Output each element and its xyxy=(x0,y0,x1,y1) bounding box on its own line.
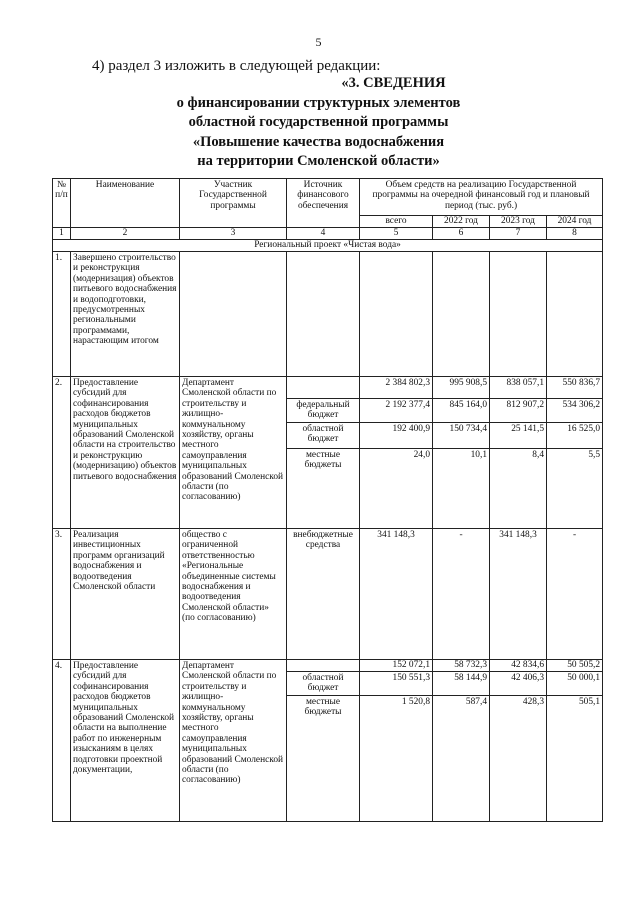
value-2022: 58 732,3 xyxy=(433,660,490,672)
header-2022: 2022 год xyxy=(433,216,490,228)
row-source xyxy=(287,660,360,672)
table-row xyxy=(53,252,603,377)
section-title xyxy=(0,74,637,172)
header-source: Источник финансового обеспечения xyxy=(287,179,360,228)
col-number: 1 xyxy=(53,228,71,240)
value-total: 341 148,3 xyxy=(360,529,433,660)
row-source xyxy=(287,377,360,399)
value-total: 2 384 802,3 xyxy=(360,377,433,399)
value-2023: 341 148,3 xyxy=(490,529,547,660)
col-number: 7 xyxy=(490,228,547,240)
row-number: 3. xyxy=(53,529,71,660)
table-row xyxy=(53,377,603,399)
value-2022: 845 164,0 xyxy=(433,399,490,423)
value-2023: 25 141,5 xyxy=(490,423,547,449)
row-source: областной бюджет xyxy=(287,423,360,449)
value-2022: 995 908,5 xyxy=(433,377,490,399)
row-participant: Департамент Смоленской области по строительству и жилищно-коммунальному хозяйству, органы местного самоуправления муниципальных образований Смоленской области (по согласованию) xyxy=(180,660,287,822)
value-total: 2 192 377,4 xyxy=(360,399,433,423)
col-number: 2 xyxy=(71,228,180,240)
row-source: местные бюджеты xyxy=(287,695,360,821)
value-2023: 42 834,6 xyxy=(490,660,547,672)
project-title: Региональный проект «Чистая вода» xyxy=(53,240,603,252)
row-source: местные бюджеты xyxy=(287,449,360,529)
row-participant: Департамент Смоленской области по строительству и жилищно-коммунальному хозяйству, органы местного самоуправления муниципальных образований Смоленской области (по согласованию) xyxy=(180,377,287,529)
value-2022: - xyxy=(433,529,490,660)
header-2023: 2023 год xyxy=(490,216,547,228)
col-number: 8 xyxy=(547,228,603,240)
col-number: 6 xyxy=(433,228,490,240)
header-2024: 2024 год xyxy=(547,216,603,228)
value-2024: 550 836,7 xyxy=(547,377,603,399)
row-number: 1. xyxy=(53,252,71,377)
value-2024: - xyxy=(547,529,603,660)
row-source: федеральный бюджет xyxy=(287,399,360,423)
intro-text: 4) раздел 3 изложить в следующей редакции: xyxy=(92,58,381,74)
value-2023: 42 406,3 xyxy=(490,672,547,696)
value-total: 24,0 xyxy=(360,449,433,529)
header-total: всего xyxy=(360,216,433,228)
value-total: 150 551,3 xyxy=(360,672,433,696)
row-name: Предоставление субсидий для софинансирования расходов бюджетов муниципальных образований Смоленской области на выполнение работ по инженерным изысканиям в целях подготовки проектной документации, xyxy=(71,660,180,822)
value-2024: 534 306,2 xyxy=(547,399,603,423)
row-name: Завершено строительство и реконструкция (модернизация) объектов питьевого водоснабжения и водоподготовки, предусмотренных региональными программами, нарастающим итогом xyxy=(71,252,180,377)
title-line: «Повышение качества водоснабжения xyxy=(192,133,445,150)
financing-table xyxy=(52,178,603,822)
title-line: на территории Смоленской области» xyxy=(197,153,440,169)
value-2022: 587,4 xyxy=(433,695,490,821)
row-participant: общество с ограниченной ответственностью «Региональные объединенные системы водоснабжения и водоотведения Смоленской области» (по согласованию) xyxy=(180,529,287,660)
title-line: «3. СВЕДЕНИЯ xyxy=(341,75,446,91)
row-number: 2. xyxy=(53,377,71,529)
col-number: 4 xyxy=(287,228,360,240)
value-total: 1 520,8 xyxy=(360,695,433,821)
value-2022: 10,1 xyxy=(433,449,490,529)
value-2024: 16 525,0 xyxy=(547,423,603,449)
value-2024: 5,5 xyxy=(547,449,603,529)
table-row xyxy=(53,660,603,672)
value-2023: 812 907,2 xyxy=(490,399,547,423)
title-line: областной государственной программы xyxy=(188,114,449,130)
value-2024: 50 505,2 xyxy=(547,660,603,672)
table-row xyxy=(53,529,603,660)
row-number: 4. xyxy=(53,660,71,822)
row-source: внебюджетные средства xyxy=(287,529,360,660)
value-total: 152 072,1 xyxy=(360,660,433,672)
header-name: Наименование xyxy=(71,179,180,228)
header-volume: Объем средств на реализацию Государственной программы на очередной финансовый год и плановый период (тыс. руб.) xyxy=(360,179,603,216)
page-number: 5 xyxy=(315,35,322,49)
value-2022: 150 734,4 xyxy=(433,423,490,449)
col-number: 5 xyxy=(360,228,433,240)
header-participant: Участник Государственной программы xyxy=(180,179,287,228)
col-number: 3 xyxy=(180,228,287,240)
value-2024: 50 000,1 xyxy=(547,672,603,696)
row-name: Предоставление субсидий для софинансирования расходов бюджетов муниципальных образований Смоленской области на строительство и реконструкцию (модернизацию) объектов питьевого водоснабжения xyxy=(71,377,180,529)
value-2023: 838 057,1 xyxy=(490,377,547,399)
row-source: областной бюджет xyxy=(287,672,360,696)
header-num: № п/п xyxy=(53,179,71,228)
value-2023: 428,3 xyxy=(490,695,547,821)
value-2024: 505,1 xyxy=(547,695,603,821)
value-total: 192 400,9 xyxy=(360,423,433,449)
row-name: Реализация инвестиционных программ организаций водоснабжения и водоотведения Смоленской области xyxy=(71,529,180,660)
value-2023: 8,4 xyxy=(490,449,547,529)
value-2022: 58 144,9 xyxy=(433,672,490,696)
title-line: о финансировании структурных элементов xyxy=(176,94,461,111)
